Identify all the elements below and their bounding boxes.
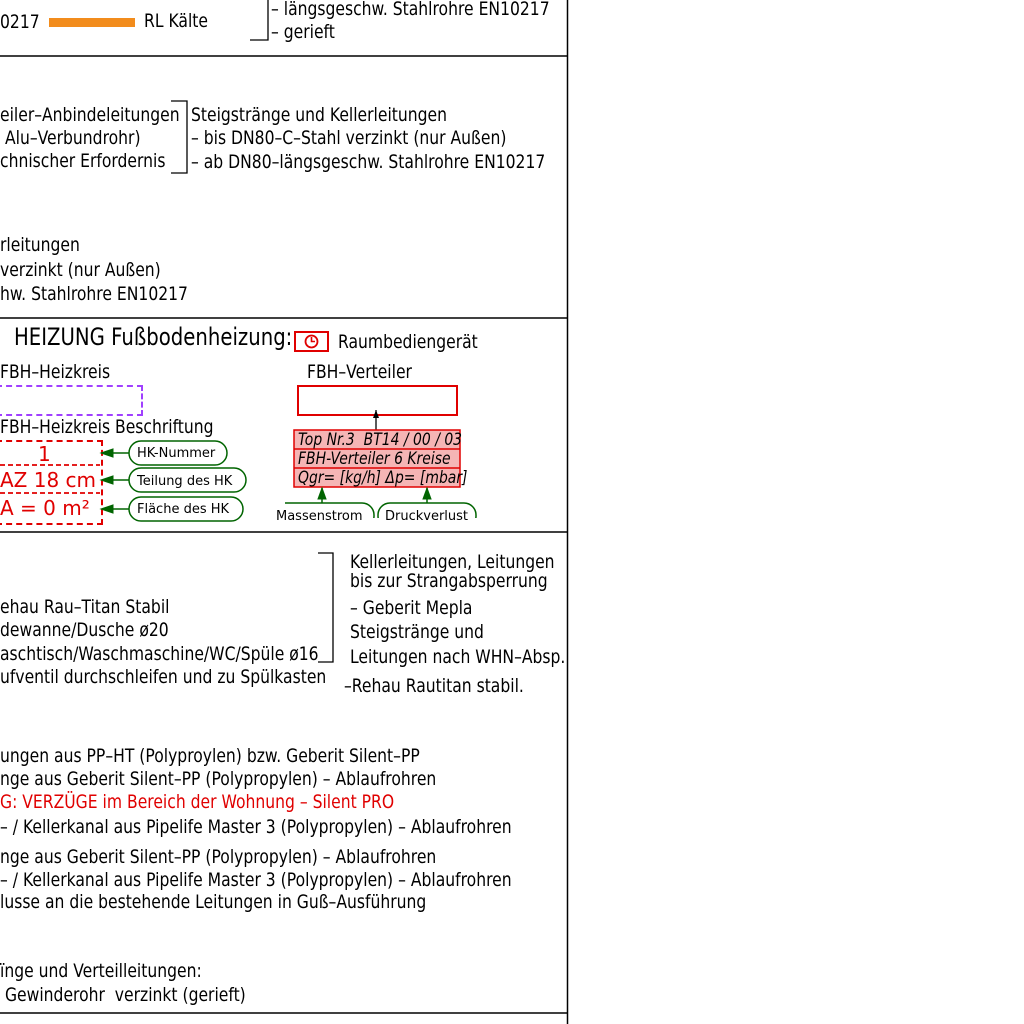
- heating-right-line-2: – bis DN80–C–Stahl verzinkt (nur Außen): [191, 127, 507, 149]
- rl-kaelte-label: RL Kälte: [144, 10, 208, 32]
- heating-right-line-1: Steigstränge und Kellerleitungen: [191, 104, 448, 126]
- sanitary-right-line-6: –Rehau Rautitan stabil.: [344, 675, 524, 697]
- sanitary-right-line-2: bis zur Strangabsperrung: [350, 570, 548, 592]
- sanitary-right-line-4: Steigstränge und: [350, 621, 484, 643]
- clock-icon: [294, 331, 330, 353]
- heating-left-line-3: chnischer Erfordernis: [0, 150, 166, 172]
- heating-left-line-2: Alu–Verbundrohr): [0, 127, 141, 149]
- top-left-code: 0217: [0, 11, 40, 33]
- sanitary-right-line-3: – Geberit Mepla: [350, 597, 473, 619]
- raumbediengeraet-label: Raumbediengerät: [338, 331, 478, 353]
- floor-heating-title: HEIZUNG Fußbodenheizung:: [14, 323, 293, 351]
- verteiler-kreise: FBH-Verteiler 6 Kreise: [298, 449, 451, 469]
- hk-number-value: 1: [38, 442, 51, 466]
- hk-area-value: A = 0 m²: [0, 496, 90, 520]
- sprinkler-line-1: ïnge und Verteilleitungen:: [0, 960, 202, 982]
- cooling-line-2: verzinkt (nur Außen): [0, 259, 161, 281]
- drainage-line-1: ungen aus PP–HT (Polyproylen) bzw. Geberit Silent–PP: [0, 745, 420, 767]
- fbh-heizkreis-dashed-box: [0, 385, 143, 416]
- callout-massenstrom: Massenstrom: [276, 509, 363, 524]
- sprinkler-line-2: Gewinderohr verzinkt (gerieft): [0, 984, 246, 1006]
- sanitary-right-line-1: Kellerleitungen, Leitungen: [350, 551, 555, 573]
- top-bracket-line-1: – längsgeschw. Stahlrohre EN10217: [271, 0, 550, 20]
- drainage-line-4: – / Kellerkanal aus Pipelife Master 3 (Polypropylen) – Ablaufrohren: [0, 816, 512, 838]
- heizkreis-beschriftung-label: FBH–Heizkreis Beschriftung: [0, 416, 214, 438]
- sanitary-left-line-1: ehau Rau–Titan Stabil: [0, 596, 170, 618]
- drainage-line-2: nge aus Geberit Silent–PP (Polypropylen) – Ablaufrohren: [0, 768, 437, 790]
- drainage-line-3: G: VERZÜGE im Bereich der Wohnung – Silent PRO: [0, 791, 395, 813]
- callout-teilung: Teilung des HK: [137, 474, 233, 489]
- sanitary-left-line-2: dewanne/Dusche ø20: [0, 619, 169, 641]
- top-bracket-line-2: – gerieft: [271, 21, 335, 43]
- drainage-line-7: lusse an die bestehende Leitungen in Guß–Ausführung: [0, 891, 427, 913]
- cooling-line-3: hw. Stahlrohre EN10217: [0, 283, 188, 305]
- cooling-line-1: rleitungen: [0, 234, 80, 256]
- sanitary-left-line-4: ufventil durchschleifen und zu Spülkasten: [0, 666, 327, 688]
- drainage-line-6: – / Kellerkanal aus Pipelife Master 3 (Polypropylen) – Ablaufrohren: [0, 869, 512, 891]
- fbh-verteiler-label: FBH–Verteiler: [307, 361, 412, 383]
- callout-druckverlust: Druckverlust: [385, 509, 469, 524]
- rl-kaelte-swatch: [49, 18, 135, 27]
- verteiler-top-nr: Top Nr.3 BT14 / 00 / 03: [298, 430, 463, 450]
- heating-left-line-1: eiler–Anbindeleitungen: [0, 104, 180, 126]
- drainage-line-5: nge aus Geberit Silent–PP (Polypropylen) – Ablaufrohren: [0, 846, 437, 868]
- callout-flaeche: Fläche des HK: [137, 502, 230, 517]
- sanitary-right-line-5: Leitungen nach WHN–Absp.: [350, 646, 566, 668]
- sanitary-left-line-3: aschtisch/Waschmaschine/WC/Spüle ø16: [0, 643, 319, 665]
- verteiler-qgr: Qgr= [kg/h] Δp= [mbar]: [298, 468, 468, 488]
- hk-spacing-value: AZ 18 cm: [0, 468, 97, 492]
- callout-hk-nummer: HK-Nummer: [137, 446, 216, 461]
- heating-right-line-3: – ab DN80–längsgeschw. Stahlrohre EN10217: [191, 151, 546, 173]
- fbh-heizkreis-label: FBH–Heizkreis: [0, 361, 111, 383]
